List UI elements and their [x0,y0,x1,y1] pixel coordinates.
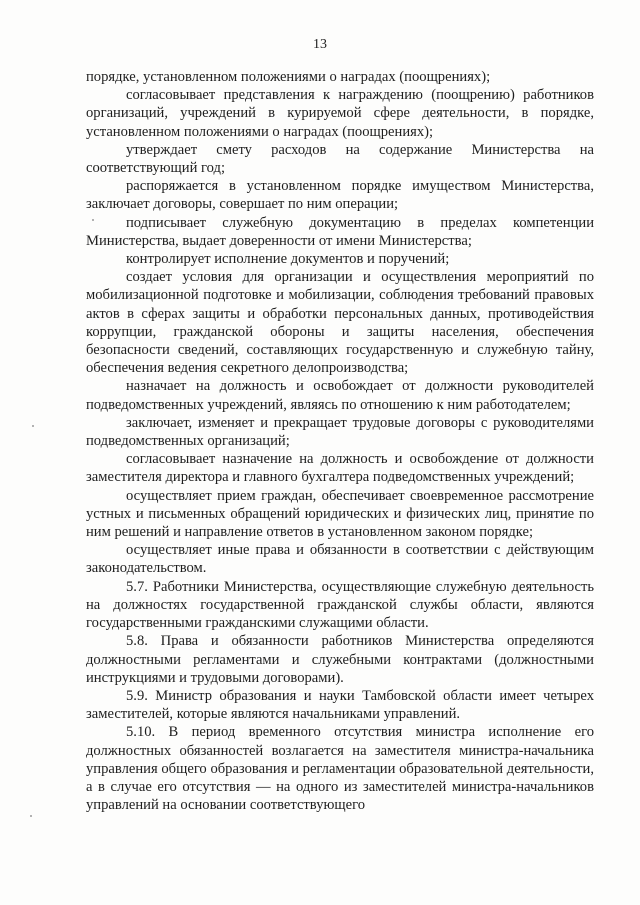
paragraph: утверждает смету расходов на содержание Министерства на соответствующий год; [86,141,594,177]
paragraph: назначает на должность и освобождает от должности руководителей подведомственных учреждений, являясь по отношению к ним работодателем; [86,378,594,413]
paragraph: заключает, изменяет и прекращает трудовые договоры с руководителями подведомственных организаций; [86,414,594,450]
scan-speck [32,425,34,427]
paragraph: согласовывает назначение на должность и освобождение от должности заместителя директора и главного бухгалтера подведомственных учреждений; [86,451,594,486]
document-body [86,68,594,814]
scan-speck [30,815,32,817]
section-paragraph: 5.9. Министр образования и науки Тамбовской области имеет четырех заместителей, которые являются начальниками управлений. [86,687,594,723]
paragraph: согласовывает представления к награждению (поощрению) работников организаций, учреждений в курируемой сфере деятельности, в порядке, установленном положениями о наградах (поощрениях); [86,87,594,140]
paragraph: подписывает служебную документацию в пределах компетенции Министерства, выдает доверенности от имени Министерства; [86,214,594,249]
paragraph: создает условия для организации и осуществления мероприятий по мобилизационной подготовке и мобилизации, соблюдения требований правовых актов в сферах защиты и обработки персональных данных, противодействия коррупции, гражданской обороны и защиты населения, обеспечения безопасности сведений, составляющих государственную и служебную тайну, обеспечения ведения секретного делопроизводства; [86,269,594,377]
scan-speck [92,219,94,221]
paragraph: порядке, установленном положениями о наградах (поощрениях); [86,69,491,85]
paragraph: распоряжается в установленном порядке имуществом Министерства, заключает договоры, совершает по ним операции; [86,178,594,213]
page-number: 13 [313,37,327,52]
section-paragraph: 5.10. В период временного отсутствия министра исполнение его должностных обязанностей возлагается на заместителя министра-начальника управления общего образования и регламентации образовательной деятельности, а в случае его отсутствия — на одного из заместителей министра-начальников управлений на основании соответствующего [86,724,594,814]
section-paragraph: 5.8. Права и обязанности работников Министерства определяются должностными регламентами и служебными контрактами (должностными инструкциями и трудовыми договорами). [86,633,594,686]
section-paragraph: 5.7. Работники Министерства, осуществляющие служебную деятельность на должностях государственной гражданской службы области, являются государственными гражданскими служащими области. [86,578,594,632]
paragraph: контролирует исполнение документов и поручений; [126,251,450,268]
paragraph: осуществляет иные права и обязанности в соответствии с действующим законодательством. [86,542,594,577]
paragraph: осуществляет прием граждан, обеспечивает своевременное рассмотрение устных и письменных обращений юридических и физических лиц, принятие по ним решений и направление ответов в установленном законом порядке; [86,487,594,541]
